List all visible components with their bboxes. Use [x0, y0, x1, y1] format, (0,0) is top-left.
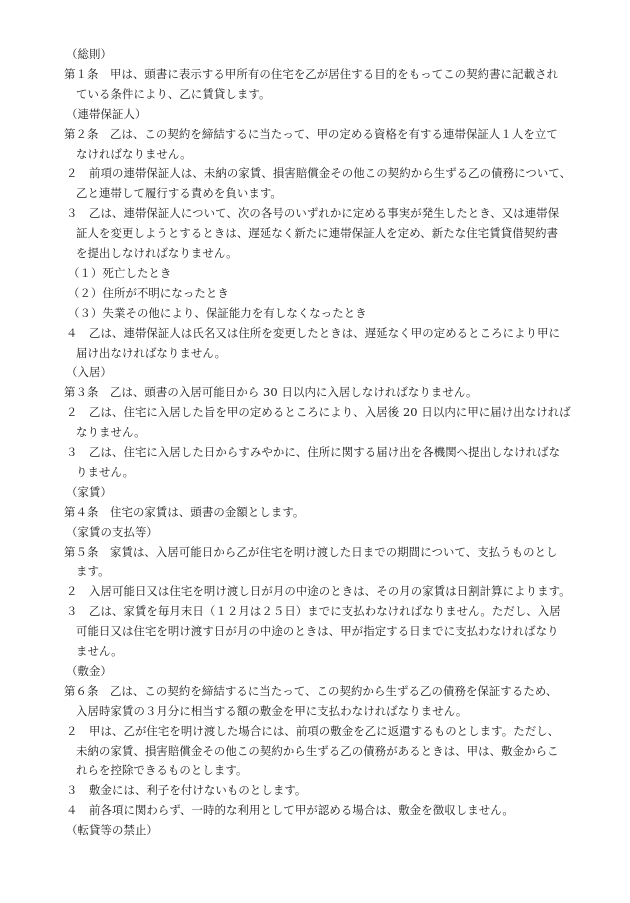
section-heading: （連帯保証人）	[66, 107, 147, 121]
paragraph-line: ２ 乙は、住宅に入居した旨を甲の定めるところにより、入居後 20 日以内に甲に届け出なければ	[66, 405, 571, 419]
continuation-line: 届け出なければなりません。	[76, 346, 227, 360]
article-line: 第３条 乙は、頭書の入居可能日から 30 日以内に入居しなければなりません。	[64, 385, 478, 399]
section-heading: （入居）	[66, 365, 112, 379]
continuation-line: 未納の家賃、損害賠償金その他この契約から生ずる乙の債務があるときは、甲は、敷金からこ	[76, 744, 559, 758]
continuation-line: なりません。	[76, 425, 146, 439]
list-item: （３）失業その他により、保証能力を有しなくなったとき	[68, 306, 367, 320]
section-heading: （総則）	[66, 47, 112, 61]
continuation-line: 入居時家賃の３月分に相当する額の敷金を甲に支払わなければなりません。	[76, 704, 468, 718]
paragraph-line: ３ 乙は、家賃を毎月末日（１２月は２５日）までに支払わなければなりません。ただし、入居	[66, 604, 561, 618]
section-heading: （家賃）	[66, 485, 112, 499]
article-line: 第４条 住宅の家賃は、頭書の金額とします。	[64, 505, 305, 519]
paragraph-line: ３ 敷金には、利子を付けないものとします。	[66, 783, 307, 797]
article-line: 第１条 甲は、頭書に表示する甲所有の住宅を乙が居住する目的をもってこの契約書に記載され	[64, 67, 559, 81]
continuation-line: を提出しなければなりません。	[76, 246, 238, 260]
paragraph-line: ２ 入居可能日又は住宅を明け渡し日が月の中途のときは、その月の家賃は日割計算によります。	[66, 584, 571, 598]
continuation-line: 証人を変更しようとするときは、遅延なく新たに連帯保証人を定め、新たな住宅賃貸借契約書	[76, 226, 559, 240]
continuation-line: なければなりません。	[76, 147, 192, 161]
paragraph-line: ２ 甲は、乙が住宅を明け渡した場合には、前項の敷金を乙に返還するものとします。ただし、	[66, 724, 560, 738]
section-heading: （家賃の支払等）	[66, 525, 158, 539]
paragraph-line: ３ 乙は、連帯保証人について、次の各号のいずれかに定める事実が発生したとき、又は連帯保	[66, 206, 560, 220]
continuation-line: ません。	[76, 644, 123, 658]
paragraph-line: ３ 乙は、住宅に入居した日からすみやかに、住所に関する届け出を各機関へ提出しなければな	[66, 445, 561, 459]
article-line: 第６条 乙は、この契約を締結するに当たって、この契約から生ずる乙の債務を保証するため、	[64, 684, 558, 698]
article-line: 第５条 家賃は、入居可能日から乙が住宅を明け渡した日までの期間について、支払うものとし	[64, 545, 558, 559]
article-line: 第２条 乙は、この契約を締結するに当たって、甲の定める資格を有する連帯保証人１人を立て	[64, 127, 558, 141]
continuation-line: れらを控除できるものとします。	[76, 763, 248, 777]
section-heading: （敷金）	[66, 664, 112, 678]
paragraph-line: ４ 前各項に関わらず、一時的な利用として甲が認める場合は、敷金を徴収しません。	[66, 803, 514, 817]
list-item: （２）住所が不明になったとき	[68, 286, 229, 300]
paragraph-line: ２ 前項の連帯保証人は、未納の家賃、損害賠償金その他この契約から生ずる乙の債務について、	[66, 166, 572, 180]
continuation-line: りません。	[76, 465, 135, 479]
list-item: （１）死亡したとき	[68, 266, 172, 280]
paragraph-line: ４ 乙は、連帯保証人は氏名又は住所を変更したときは、遅延なく甲の定めるところにより甲に	[66, 326, 561, 340]
continuation-line: 可能日又は住宅を明け渡す日が月の中途のときは、甲が指定する日までに支払わなければなり	[76, 624, 559, 638]
continuation-line: ている条件により、乙に賃貸します。	[76, 87, 271, 101]
continuation-line: 乙と連帯して履行する責めを負います。	[76, 186, 282, 200]
section-heading: （転貸等の禁止）	[66, 823, 158, 837]
continuation-line: ます。	[76, 564, 110, 578]
